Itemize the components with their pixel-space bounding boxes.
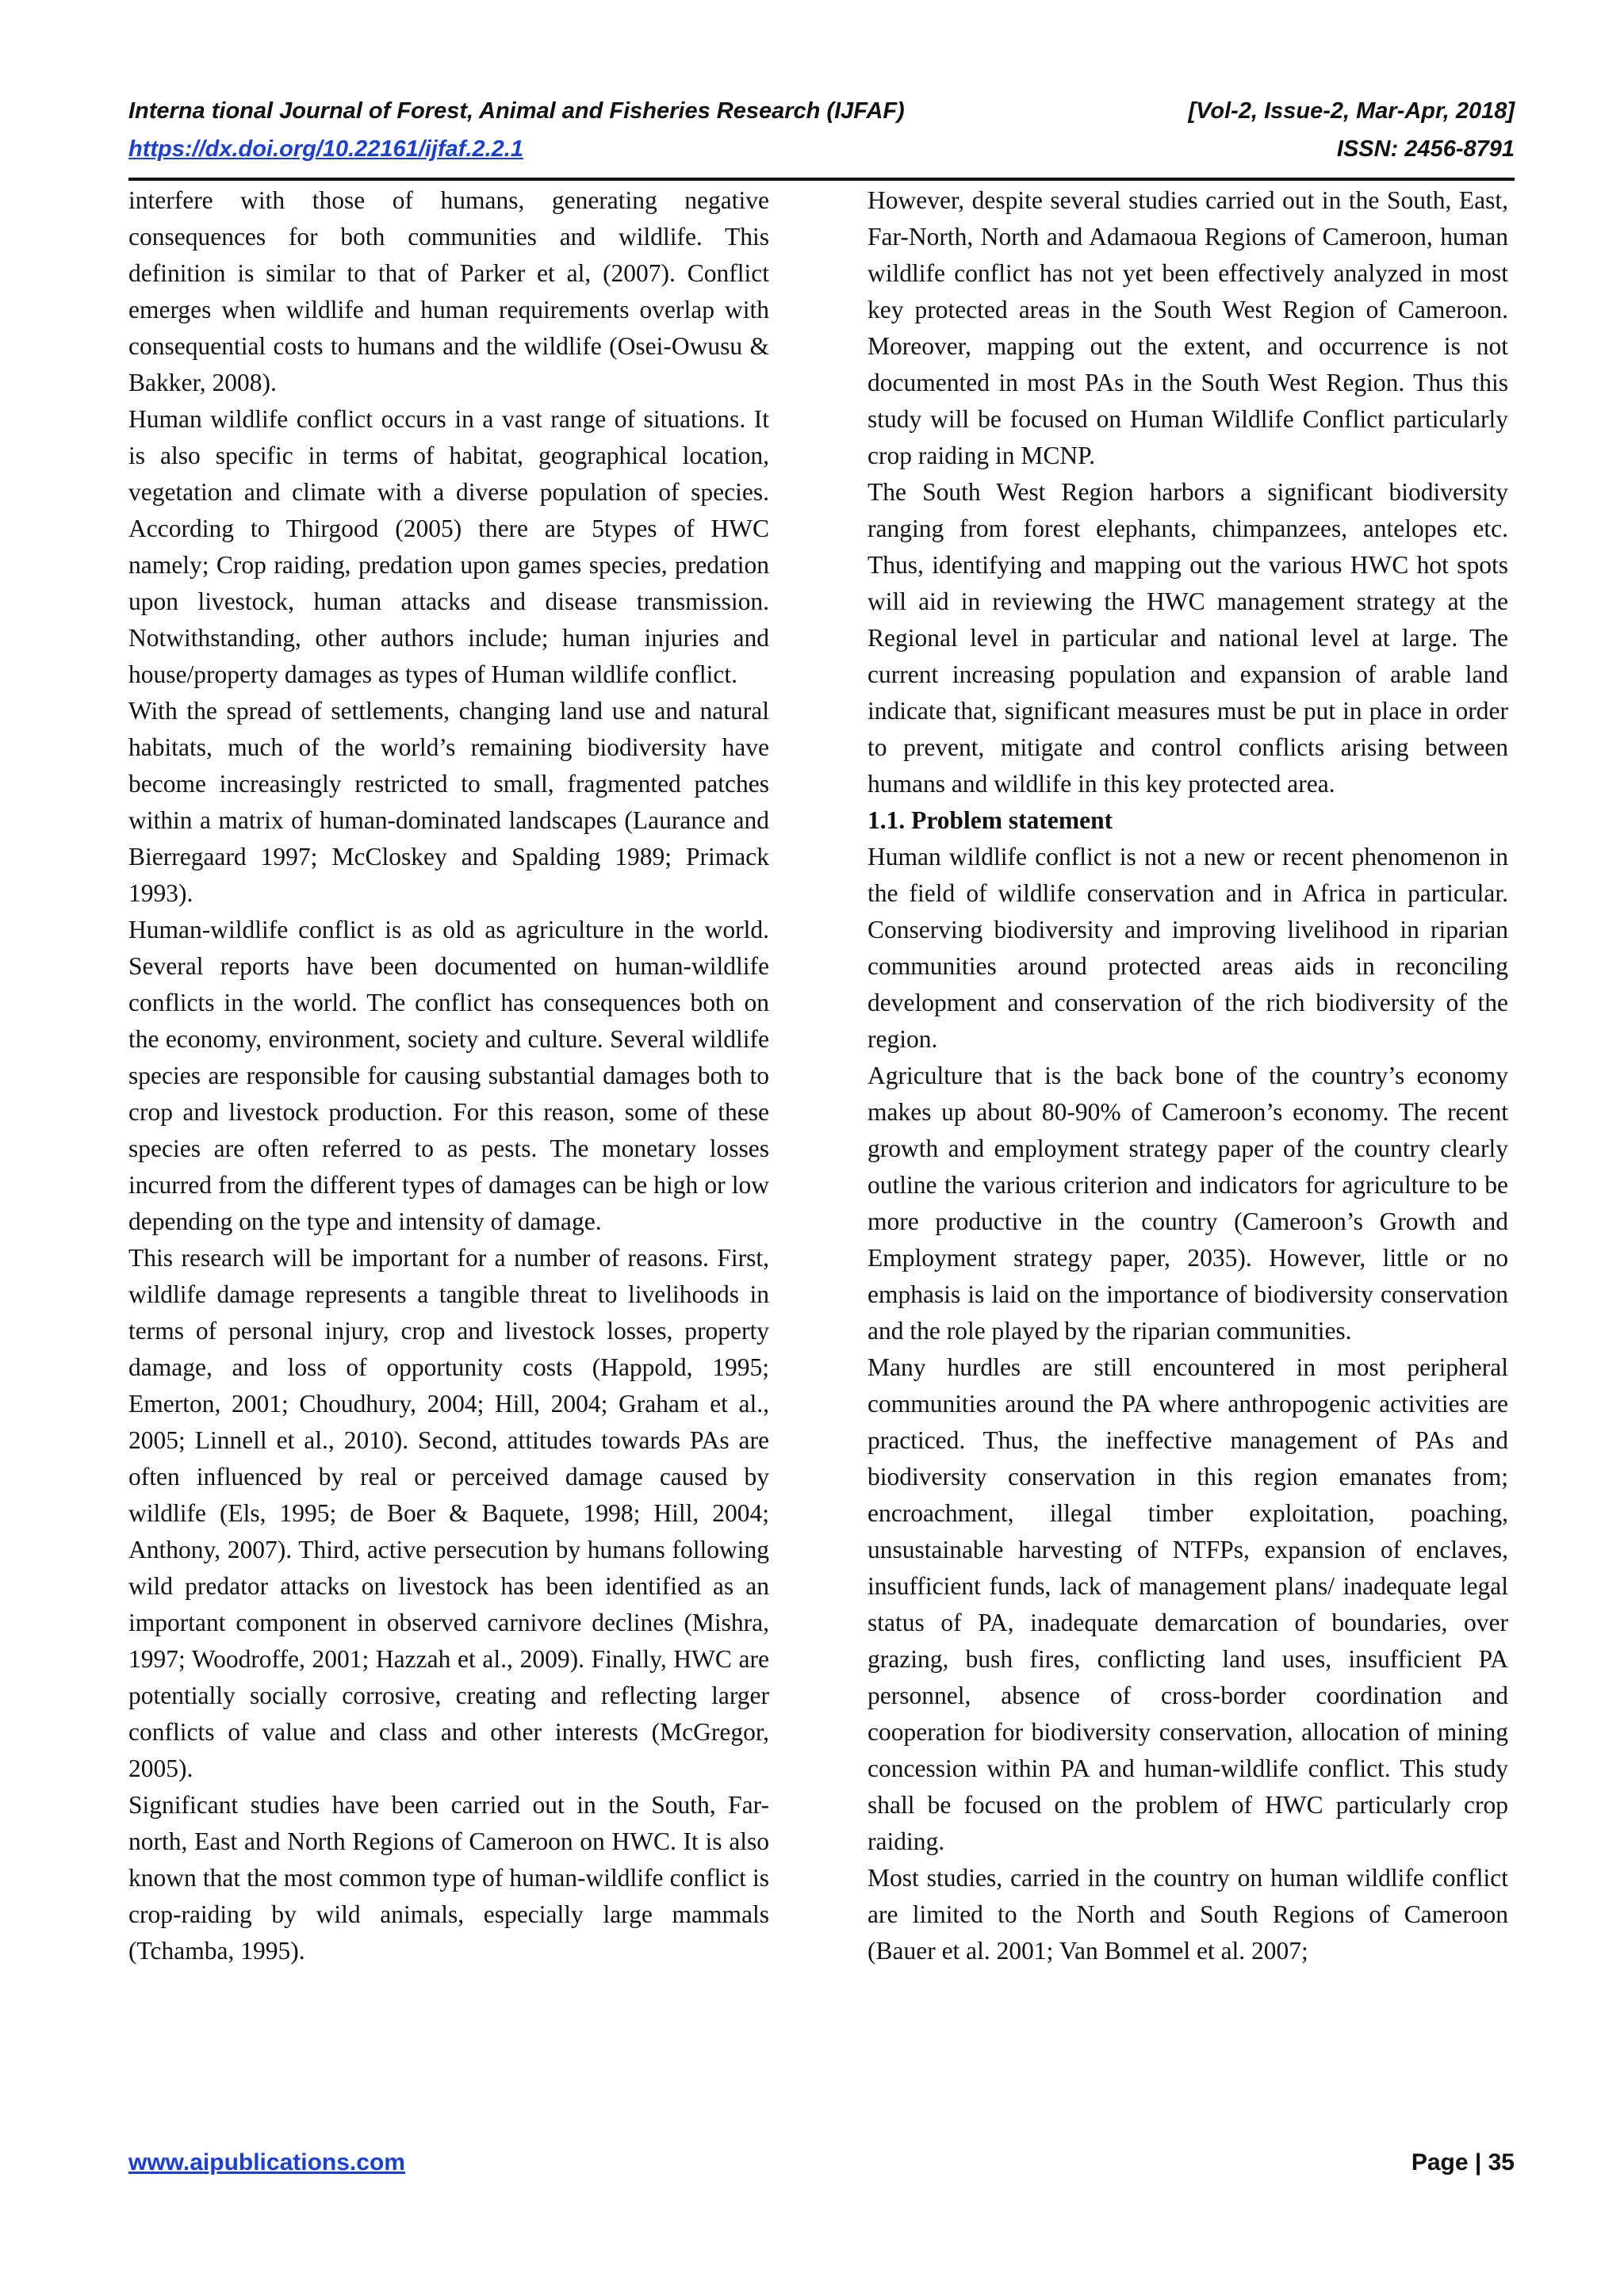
paragraph: Significant studies have been carried out in the South, Far-north, East and North Regions of Cameroon on HWC. It is also known that the most common type of human-wildlife conflict is crop-raiding by wild animals, especially large mammals (Tchamba, 1995). — [128, 1791, 769, 1965]
doi-link[interactable]: https://dx.doi.org/10.22161/ijfaf.2.2.1 — [128, 136, 523, 162]
paragraph: interfere with those of humans, generating negative consequences for both communities and wildlife. This definition is similar to that of Parker et al, (2007). Conflict emerges when wildlife and human requirements overlap with consequential costs to humans and the wildlife (Osei-Owusu & Bakker, 2008). — [128, 186, 769, 396]
paragraph: The South West Region harbors a significant biodiversity ranging from forest elephants, chimpanzees, antelopes etc. Thus, identifying and mapping out the various HWC hot spots will aid in reviewing the HWC management strategy at the Regional level in particular and national level at large. The current increasing population and expansion of arable land indicate that, significant measures must be put in place in order to prevent, mitigate and control conflicts arising between humans and wildlife in this key protected area. — [868, 478, 1508, 798]
paragraph: Human-wildlife conflict is as old as agriculture in the world. Several reports have been documented on human-wildlife conflicts in the world. The conflict has consequences both on the economy, environment, society and culture. Several wildlife species are responsible for causing substantial damages both to crop and livestock production. For this reason, some of these species are often referred to as pests. The monetary losses incurred from the different types of damages can be high or low depending on the type and intensity of damage. — [128, 916, 769, 1235]
paragraph: This research will be important for a number of reasons. First, wildlife damage represents a tangible threat to livelihoods in terms of personal injury, crop and livestock losses, property damage, and loss of opportunity costs (Happold, 1995; Emerton, 2001; Choudhury, 2004; Hill, 2004; Graham et al., 2005; Linnell et al., 2010). Second, attitudes towards PAs are often influenced by real or perceived damage caused by wildlife (Els, 1995; de Boer & Baquete, 1998; Hill, 2004; Anthony, 2007). Third, active persecution by humans following wild predator attacks on livestock has been identified as an important component in observed carnivore declines (Mishra, 1997; Woodroffe, 2001; Hazzah et al., 2009). Finally, HWC are potentially socially corrosive, creating and reflecting larger conflicts of value and class and other interests (McGregor, 2005). — [128, 1244, 769, 1782]
volume-issue: [Vol-2, Issue-2, Mar-Apr, 2018] — [1188, 98, 1515, 124]
website-link[interactable]: www.aipublications.com — [128, 2149, 405, 2175]
paragraph: However, despite several studies carried out in the South, East, Far-North, North and Adamaoua Regions of Cameroon, human wildlife conflict has not yet been effectively analyzed in most key protected areas in the South West Region of Cameroon. Moreover, mapping out the extent, and occurrence is not documented in most PAs in the South West Region. Thus this study will be focused on Human Wildlife Conflict particularly crop raiding in MCNP. — [868, 186, 1508, 469]
page-footer — [128, 2145, 1515, 2180]
paragraph: Human wildlife conflict occurs in a vast range of situations. It is also specific in terms of habitat, geographical location, vegetation and climate with a diverse population of species. According to Thirgood (2005) there are 5types of HWC namely; Crop raiding, predation upon games species, predation upon livestock, human attacks and disease transmission. Notwithstanding, other authors include; human injuries and house/property damages as types of Human wildlife conflict. — [128, 405, 769, 688]
paragraph: Human wildlife conflict is not a new or recent phenomenon in the field of wildlife conservation and in Africa in particular. Conserving biodiversity and improving livelihood in riparian communities around protected areas aids in reconciling development and conservation of the rich biodiversity of the region. — [868, 843, 1508, 1053]
right-column — [868, 182, 1508, 1969]
paragraph: Many hurdles are still encountered in most peripheral communities around the PA where anthropogenic activities are practiced. Thus, the ineffective management of PAs and biodiversity conservation in this region emanates from; encroachment, illegal timber exploitation, poaching, unsustainable harvesting of NTFPs, expansion of enclaves, insufficient funds, lack of management plans/ inadequate legal status of PA, inadequate demarcation of boundaries, over grazing, bush fires, conflicting land uses, insufficient PA personnel, absence of cross-border coordination and cooperation for biodiversity conservation, allocation of mining concession within PA and human-wildlife conflict. This study shall be focused on the problem of HWC particularly crop raiding. — [868, 1353, 1508, 1855]
section-heading: 1.1. Problem statement — [868, 806, 1113, 834]
header-rule — [128, 178, 1515, 181]
paragraph: Agriculture that is the back bone of the country’s economy makes up about 80-90% of Cameroon’s economy. The recent growth and employment strategy paper of the country clearly outline the various criterion and indicators for agriculture to be more productive in the country (Cameroon’s Growth and Employment strategy paper, 2035). However, little or no emphasis is laid on the importance of biodiversity conservation and the role played by the riparian communities. — [868, 1062, 1508, 1345]
page-number: Page | 35 — [1411, 2149, 1515, 2175]
paragraph: With the spread of settlements, changing land use and natural habitats, much of the world’s remaining biodiversity have become increasingly restricted to small, fragmented patches within a matrix of human-dominated landscapes (Laurance and Bierregaard 1997; McCloskey and Spalding 1989; Primack 1993). — [128, 697, 769, 907]
left-column — [128, 182, 769, 1969]
page-header — [128, 92, 1515, 168]
journal-title: Interna tional Journal of Forest, Animal and Fisheries Research (IJFAF) — [128, 98, 905, 124]
paragraph: Most studies, carried in the country on human wildlife conflict are limited to the North and South Regions of Cameroon (Bauer et al. 2001; Van Bommel et al. 2007; — [868, 1864, 1508, 1965]
issn: ISSN: 2456-8791 — [1336, 136, 1515, 162]
